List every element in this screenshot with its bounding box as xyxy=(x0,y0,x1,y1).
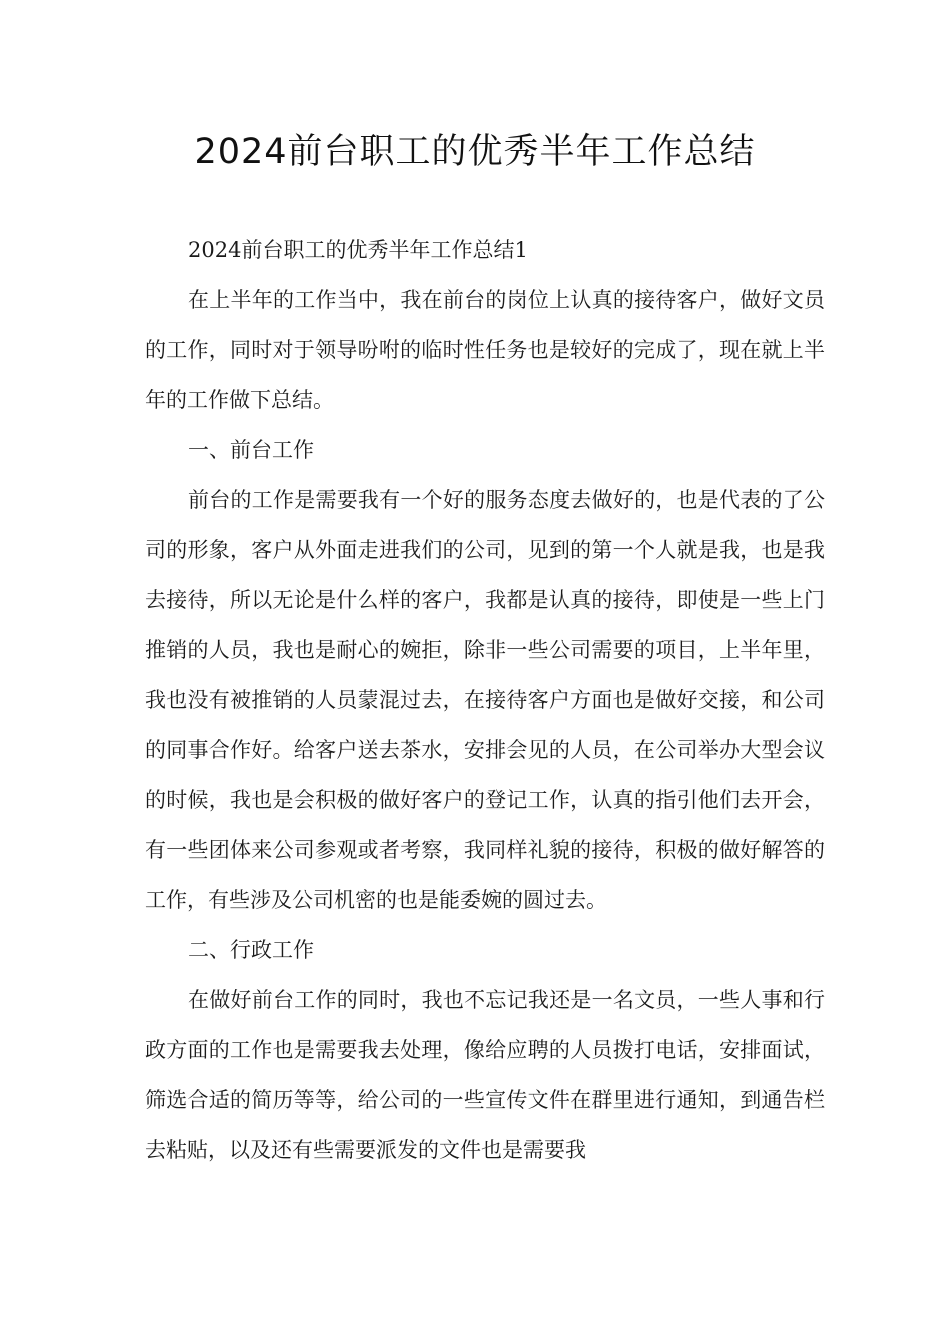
document-title: 2024前台职工的优秀半年工作总结 xyxy=(194,132,756,172)
paragraph-intro: 在上半年的工作当中，我在前台的岗位上认真的接待客户，做好文员的工作，同时对于领导吩咐的临时性任务也是较好的完成了，现在就上半年的工作做下总结。 xyxy=(145,288,825,412)
section-heading-front-desk: 一、前台工作 xyxy=(188,438,314,462)
paragraph-admin: 在做好前台工作的同时，我也不忘记我还是一名文员，一些人事和行政方面的工作也是需要我去处理，像给应聘的人员拨打电话，安排面试，筛选合适的简历等等，给公司的一些宣传文件在群里进行通知，到通告栏去粘贴，以及还有些需要派发的文件也是需要我 xyxy=(145,988,825,1162)
section-subtitle: 2024前台职工的优秀半年工作总结1 xyxy=(188,238,528,262)
paragraph-front-desk: 前台的工作是需要我有一个好的服务态度去做好的，也是代表的了公司的形象，客户从外面走进我们的公司，见到的第一个人就是我，也是我去接待，所以无论是什么样的客户，我都是认真的接待，即使是一些上门推销的人员，我也是耐心的婉拒，除非一些公司需要的项目，上半年里，我也没有被推销的人员蒙混过去，在接待客户方面也是做好交接，和公司的同事合作好。给客户送去茶水，安排会见的人员，在公司举办大型会议的时候，我也是会积极的做好客户的登记工作，认真的指引他们去开会，有一些团体来公司参观或者考察，我同样礼貌的接待，积极的做好解答的工作，有些涉及公司机密的也是能委婉的圆过去。 xyxy=(145,488,825,912)
document-body xyxy=(145,225,825,1175)
section-heading-admin: 二、行政工作 xyxy=(188,938,314,962)
